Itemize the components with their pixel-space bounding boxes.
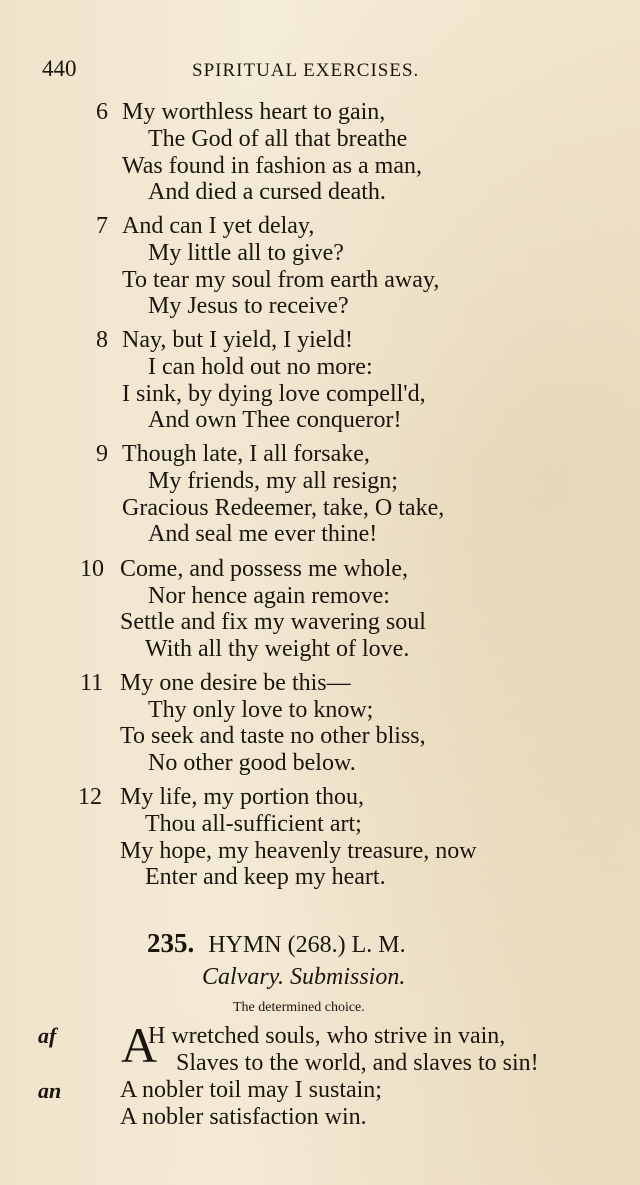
verse-line: Thy only love to know; (148, 697, 374, 723)
verse-line: My hope, my heavenly treasure, now (120, 838, 477, 864)
verse-line: My one desire be this— (120, 670, 351, 696)
verse-line: My Jesus to receive? (148, 293, 349, 319)
hymn-number: 235. (147, 928, 195, 958)
verse-line: To tear my soul from earth away, (122, 267, 440, 293)
verse-number: 6 (96, 99, 108, 125)
verse-line: I can hold out no more: (148, 354, 373, 380)
hymn-heading (147, 928, 406, 960)
verse-line: To seek and taste no other bliss, (120, 723, 426, 749)
verse-number: 7 (96, 213, 108, 239)
running-title: SPIRITUAL EXERCISES. (192, 60, 420, 81)
margin-note: an (38, 1078, 62, 1103)
page-number: 440 (42, 56, 77, 81)
margin-note: af (38, 1023, 57, 1048)
verse-line: Enter and keep my heart. (145, 864, 386, 890)
verse-line: I sink, by dying love compell'd, (122, 381, 426, 407)
verse-line: And can I yet delay, (122, 213, 315, 239)
verse-line: And own Thee conqueror! (148, 407, 402, 433)
verse-line: Settle and fix my wavering soul (120, 609, 426, 635)
verse-line: No other good below. (148, 750, 356, 776)
hymn-subject: Calvary. Submission. (202, 964, 406, 990)
verse-line: Come, and possess me whole, (120, 556, 408, 582)
verse-line: With all thy weight of love. (145, 636, 410, 662)
verse-line: The God of all that breathe (148, 126, 408, 152)
hymn-line: H wretched souls, who strive in vain, (148, 1023, 506, 1049)
verse-line: My little all to give? (148, 240, 344, 266)
hymn-line: A nobler satisfaction win. (120, 1104, 367, 1130)
verse-line: My friends, my all resign; (148, 468, 398, 494)
verse-line: My life, my portion thou, (120, 784, 364, 810)
verse-line: Nay, but I yield, I yield! (122, 327, 354, 353)
verse-number: 10 (80, 556, 104, 582)
hymn-line: A nobler toil may I sustain; (120, 1077, 382, 1103)
hymn-line: Slaves to the world, and slaves to sin! (176, 1050, 539, 1076)
drop-cap: A (121, 1017, 158, 1073)
verse-number: 8 (96, 327, 108, 353)
verse-number: 12 (78, 784, 102, 810)
verse-line: Was found in fashion as a man, (122, 153, 422, 179)
verse-line: Though late, I all forsake, (122, 441, 370, 467)
verse-line: Nor hence again remove: (148, 583, 390, 609)
verse-number: 9 (96, 441, 108, 467)
hymn-note: The determined choice. (233, 1000, 365, 1015)
verse-line: Gracious Redeemer, take, O take, (122, 495, 445, 521)
verse-line: My worthless heart to gain, (122, 99, 386, 125)
verse-line: Thou all-sufficient art; (145, 811, 362, 837)
verse-line: And died a cursed death. (148, 179, 386, 205)
verse-line: And seal me ever thine! (148, 521, 378, 547)
verse-number: 11 (80, 670, 104, 696)
hymn-title: HYMN (268.) L. M. (208, 932, 406, 958)
